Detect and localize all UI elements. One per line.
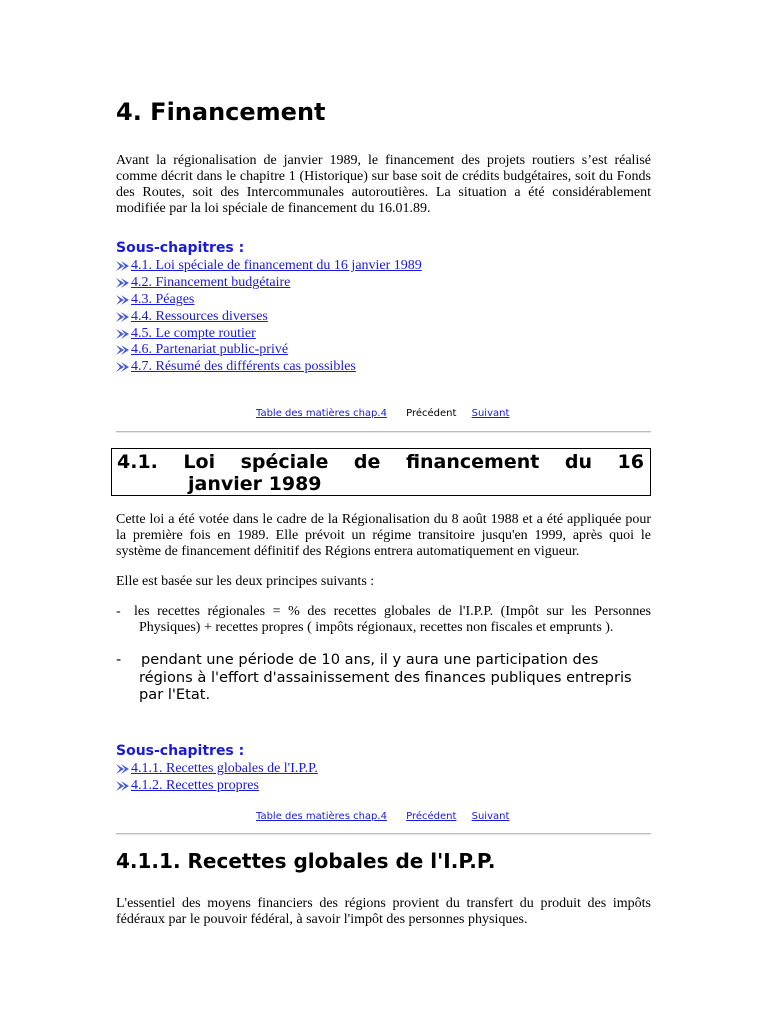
section41-paragraph: Cette loi a été votée dans le cadre de la Régionalisation du 8 août 1988 et a été appliquée pour la première fois en 1989. Elle prévoit un régime transitoire jusqu'en 1999, après quoi le système de financement définitif des Régions entrera automatiquement en vigueur. — [116, 512, 651, 559]
arrow-bullet-icon — [116, 294, 131, 306]
section-title-box — [111, 448, 651, 496]
page-title: 4. Financement — [116, 98, 326, 126]
subchapter-link[interactable]: 4.1. Loi spéciale de financement du 16 janvier 1989 — [131, 258, 422, 274]
previous-link[interactable]: Précédent — [406, 811, 457, 822]
subchapter-list — [116, 761, 651, 795]
list-item — [116, 275, 651, 292]
arrow-bullet-icon — [116, 328, 131, 340]
list-item — [116, 342, 651, 359]
list-item — [116, 292, 651, 309]
section-heading: 4.1.1. Recettes globales de l'I.P.P. — [116, 849, 496, 873]
subchapter-link[interactable]: 4.3. Péages — [131, 291, 195, 307]
section-title-line2: janvier 1989 — [188, 473, 322, 495]
arrow-bullet-icon — [116, 763, 131, 775]
arrow-bullet-icon — [116, 277, 131, 289]
divider — [116, 431, 651, 433]
arrow-bullet-icon — [116, 311, 131, 323]
arrow-bullet-icon — [116, 361, 131, 373]
chapter-nav — [256, 408, 521, 419]
bullet-item — [116, 604, 651, 636]
bullet-text: pendant une période de 10 ans, il y aura une participation des régions à l'effort d'assainissement des finances publiques entrepris par l'Etat. — [139, 651, 632, 703]
list-item — [116, 761, 651, 778]
title-word: Loi — [183, 451, 216, 473]
bullet-text: les recettes régionales = % des recettes globales de l'I.P.P. (Impôt sur les Personnes Physiques) + recettes propres ( impôts régionaux, recettes non fiscales et emprunts ). — [134, 604, 651, 635]
title-word: 4.1. — [117, 451, 158, 473]
list-item — [116, 258, 651, 275]
subchapters-heading: Sous-chapitres : — [116, 240, 245, 256]
next-link[interactable]: Suivant — [471, 408, 510, 419]
section-title-line1 — [117, 451, 644, 473]
intro-paragraph: Avant la régionalisation de janvier 1989, le financement des projets routiers s’est réalisé comme décrit dans le chapitre 1 (Historique) sur base soit de crédits budgétaires, soit du Fonds des Routes, soit des Intercommunales autoroutières. La situation a été considérablement modifiée par la loi spéciale de financement du 16.01.89. — [116, 153, 651, 216]
list-item — [116, 325, 651, 342]
title-word: 16 — [617, 451, 644, 473]
subchapter-link[interactable]: 4.2. Financement budgétaire — [131, 275, 291, 291]
subchapters-heading: Sous-chapitres : — [116, 743, 245, 759]
list-item — [116, 308, 651, 325]
subchapter-link[interactable]: 4.1.2. Recettes propres — [131, 778, 259, 794]
list-item — [116, 778, 651, 795]
toc-link[interactable]: Table des matières chap.4 — [256, 408, 387, 419]
previous-label: Précédent — [406, 408, 457, 419]
list-item — [116, 359, 651, 376]
subchapter-link[interactable]: 4.4. Ressources diverses — [131, 308, 268, 324]
principles-intro: Elle est basée sur les deux principes suivants : — [116, 574, 375, 589]
bullet-item — [116, 651, 651, 704]
title-word: financement — [405, 451, 540, 473]
section411-paragraph: L'essentiel des moyens financiers des régions provient du transfert du produit des impôts fédéraux par le pouvoir fédéral, à savoir l'impôt des personnes physiques. — [116, 896, 651, 927]
arrow-bullet-icon — [116, 780, 131, 792]
bullet-dash: - — [116, 651, 122, 668]
subchapter-link[interactable]: 4.1.1. Recettes globales de l'I.P.P. — [131, 761, 318, 777]
subchapter-link[interactable]: 4.5. Le compte routier — [131, 325, 256, 341]
arrow-bullet-icon — [116, 260, 131, 272]
arrow-bullet-icon — [116, 344, 131, 356]
toc-link[interactable]: Table des matières chap.4 — [256, 811, 387, 822]
title-word: du — [564, 451, 592, 473]
title-word: spéciale — [240, 451, 329, 473]
bullet-dash: - — [116, 604, 121, 619]
chapter-nav — [256, 811, 521, 822]
subchapter-link[interactable]: 4.7. Résumé des différents cas possibles — [131, 359, 356, 375]
next-link[interactable]: Suivant — [471, 811, 510, 822]
subchapter-link[interactable]: 4.6. Partenariat public-privé — [131, 342, 289, 358]
title-word: de — [353, 451, 381, 473]
subchapter-list — [116, 258, 651, 376]
divider — [116, 833, 651, 835]
